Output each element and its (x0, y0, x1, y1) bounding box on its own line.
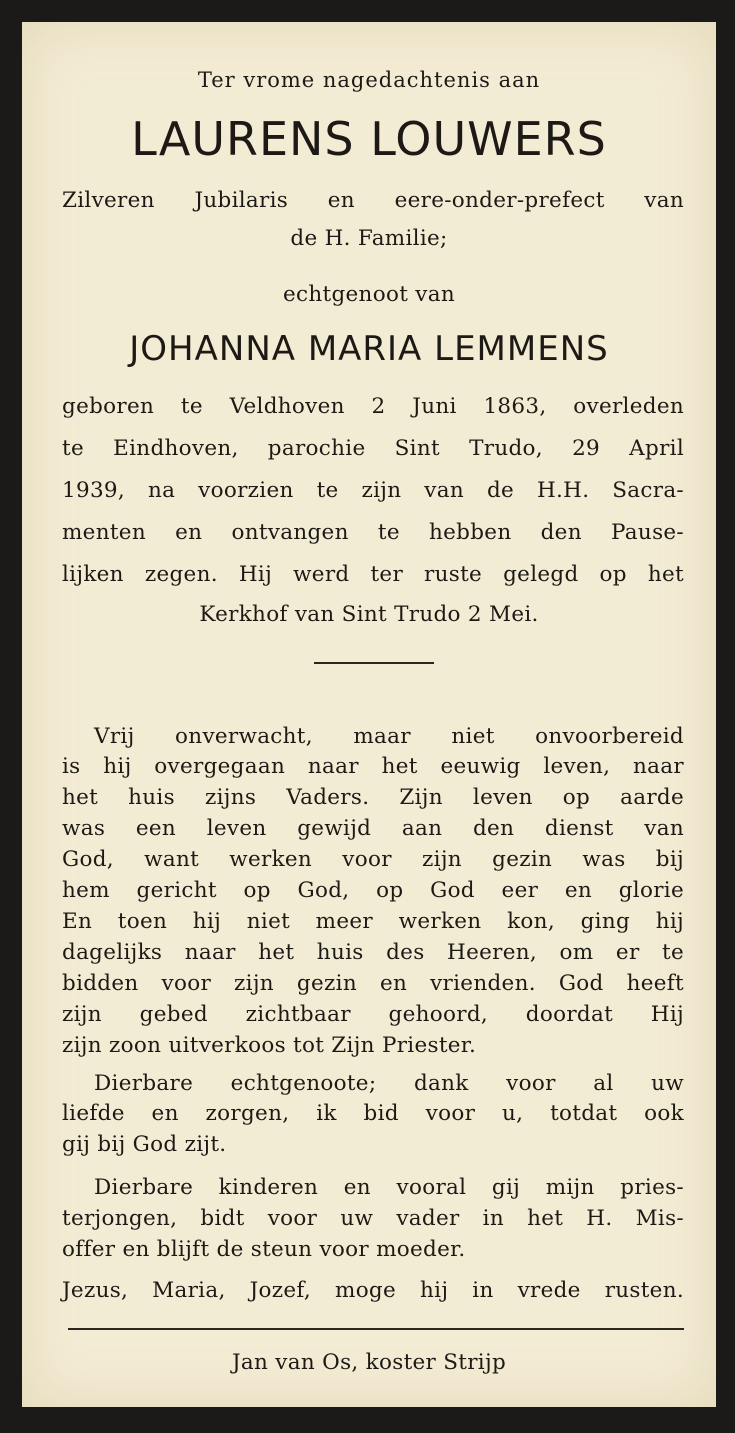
closing-prayer: Jezus, Maria, Jozef, moge hij in vrede rusten. (62, 1278, 684, 1303)
title-line: Zilveren Jubilaris en eere-onder-prefect van (62, 188, 684, 213)
paragraph-line: bidden voor zijn gezin en vrienden. God heeft (62, 971, 684, 996)
deceased-name: LAURENS LOUWERS (131, 112, 607, 166)
paragraph-line: zijn gebed zichtbaar gehoord, doordat Hij (62, 1002, 684, 1027)
paragraph-line: was een leven gewijd aan den dienst van (62, 816, 684, 841)
footer-divider (68, 1328, 684, 1330)
title-line: de H. Familie; (290, 226, 448, 251)
paragraph-line: offer en blijft de steun voor moeder. (62, 1237, 466, 1262)
spouse-name: JOHANNA MARIA LEMMENS (129, 329, 609, 369)
paragraph-line: Vrij onverwacht, maar niet onvoorbereid (94, 724, 684, 749)
paragraph-line: Dierbare echtgenoote; dank voor al uw (94, 1071, 684, 1096)
bio-line: Kerkhof van Sint Trudo 2 Mei. (199, 602, 539, 627)
paragraph-line: liefde en zorgen, ik bid voor u, totdat ook (62, 1101, 684, 1126)
paragraph-line: is hij overgegaan naar het eeuwig leven, naar (62, 754, 684, 779)
paragraph-line: hem gericht op God, op God eer en glorie (62, 878, 684, 903)
bio-line: 1939, na voorzien te zijn van de H.H. Sacra- (62, 478, 684, 503)
paragraph-line: het huis zijns Vaders. Zijn leven op aarde (62, 785, 684, 810)
memorial-card (22, 22, 716, 1407)
printer-credit: Jan van Os, koster Strijp (231, 1350, 507, 1375)
bio-line: lijken zegen. Hij werd ter ruste gelegd op het (62, 562, 684, 587)
paragraph-line: Dierbare kinderen en vooral gij mijn pries- (94, 1175, 684, 1200)
bio-line: geboren te Veldhoven 2 Juni 1863, overleden (62, 394, 684, 419)
paragraph-line: gij bij God zijt. (62, 1132, 227, 1157)
paragraph-line: zijn zoon uitverkoos tot Zijn Priester. (62, 1033, 477, 1058)
bio-line: menten en ontvangen te hebben den Pause- (62, 520, 684, 545)
paragraph-line: God, want werken voor zijn gezin was bij (62, 847, 684, 872)
divider (314, 662, 434, 664)
paragraph-line: dagelijks naar het huis des Heeren, om er te (62, 940, 684, 965)
paragraph-line: En toen hij niet meer werken kon, ging hij (62, 909, 684, 934)
spouse-intro: echtgenoot van (283, 282, 455, 307)
bio-line: te Eindhoven, parochie Sint Trudo, 29 April (62, 436, 684, 461)
intro-line: Ter vrome nagedachtenis aan (197, 68, 541, 92)
paragraph-line: terjongen, bidt voor uw vader in het H. Mis- (62, 1206, 684, 1231)
